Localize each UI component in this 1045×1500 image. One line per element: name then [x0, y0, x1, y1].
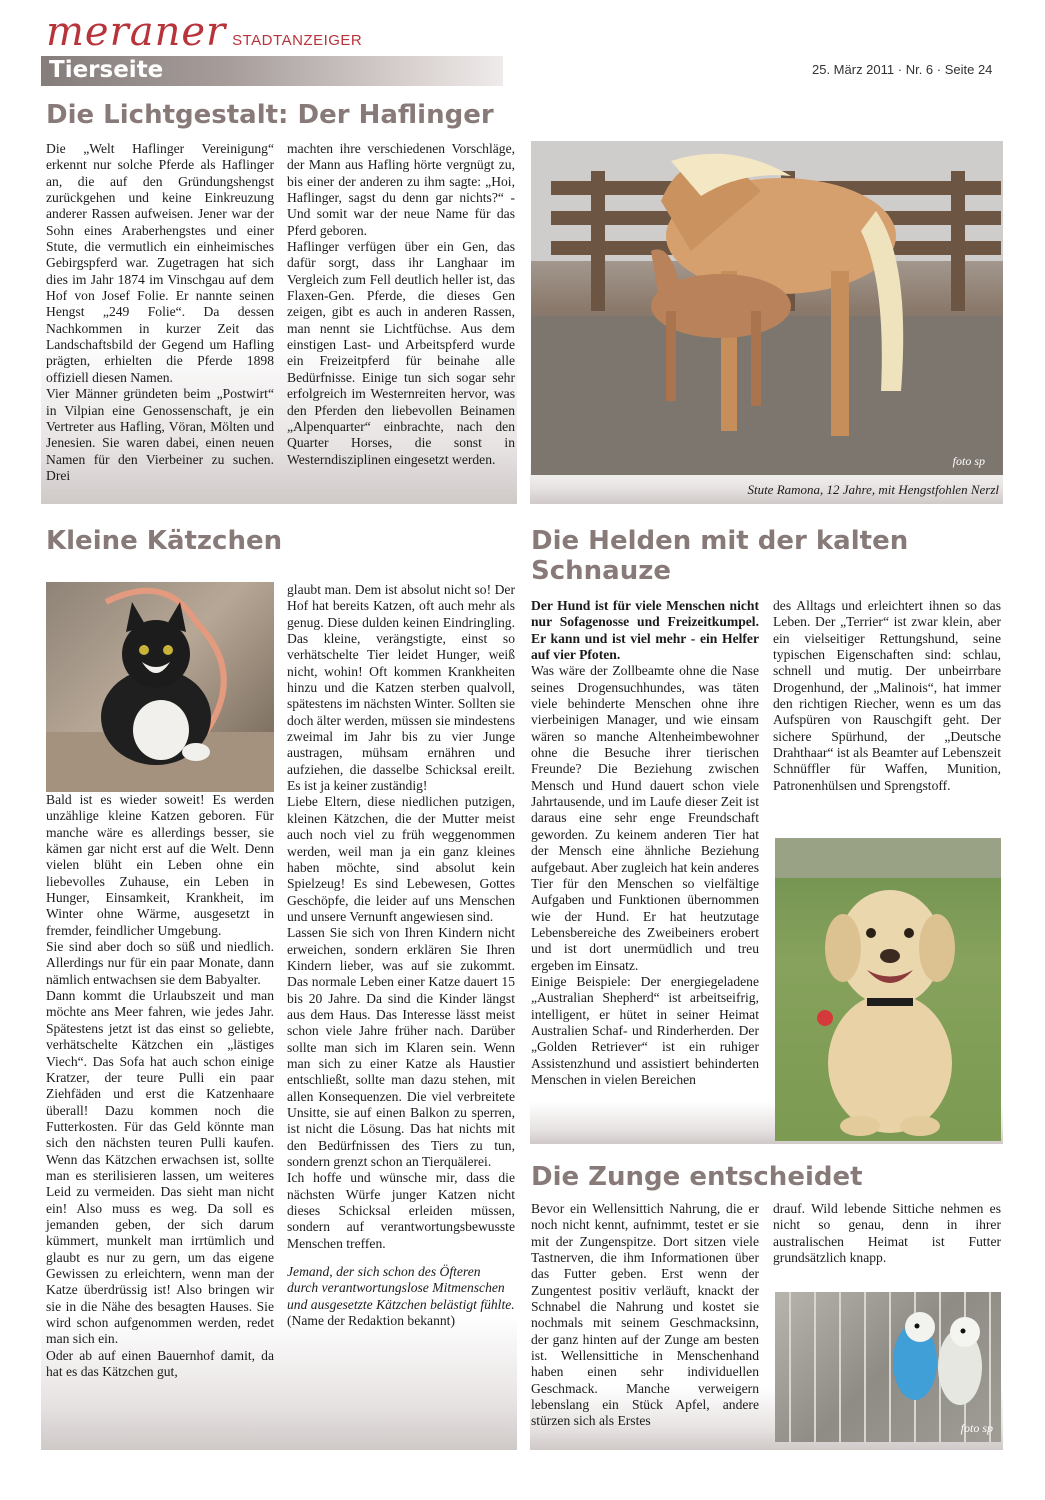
paragraph: Bald ist es wieder soweit! Es werden unzählige kleine Katzen geboren. Für manche wäre es allerdings besser, sie kämen gar nicht erst auf die Welt. Denn vielen blüht ein Leben ohne ein liebevolles Zuhause, ein Leben in Hunger, Einsamkeit, Krankheit, im Winter ohne Wärme, ausgesetzt in fremder, feindlicher Umgebung.	[46, 792, 274, 938]
horse-photo	[531, 141, 1003, 475]
budgie-photo	[775, 1292, 1001, 1442]
cats-column-1	[46, 792, 274, 1380]
masthead-logo: meraner	[46, 9, 227, 55]
paragraph: machten ihre verschiedenen Vorschläge, der Mann aus Hafling hörte vergnügt zu, bis einer der anderen zu ihm sagte: „Hoi, Haflinger, sagst du denn gar nichts?“ - Und somit war der neue Name für das Pferd geboren.	[287, 141, 515, 238]
dogs-headline: Die Helden mit der kalten Schnauze	[531, 526, 909, 586]
section-title: Tierseite	[49, 57, 164, 83]
horse-column-2	[287, 141, 515, 468]
masthead	[46, 9, 363, 55]
paragraph: Sie sind aber doch so süß und niedlich. Allerdings nur für ein paar Monate, dann nämlich entwachsen sie dem Babyalter.	[46, 939, 274, 987]
dog-illustration	[775, 838, 1001, 1141]
issue-info: 25. März 2011 · Nr. 6 · Seite 24	[812, 62, 993, 77]
paragraph: Einige Beispiele: Der energiegeladene „Australian Shepherd“ ist arbeitseifrig, intelligent, er hütet in seiner Heimat Australien Schaf- und Rinderherden. Der „Golden Retriever“ ist ein ruhiger Assistenzhund und assistiert behinderten Menschen in vielen Bereichen	[531, 973, 759, 1087]
horse-caption: Stute Ramona, 12 Jahre, mit Hengstfohlen Nerzl	[747, 482, 999, 497]
paragraph: Vier Männer gründeten beim „Postwirt“ in Vilpian eine Genossenschaft, je ein Vertreter aus Hafling, Vöran, Mölten und Jenesien. Sie waren dabei, einen neuen Namen für den Vierbeiner zu suchen. Drei	[46, 386, 274, 483]
paragraph: Ich hoffe und wünsche mir, dass die nächsten Würfe junger Katzen nicht dieses Schicksal erleiden müssen, sondern auf verantwortungsbewusste Menschen treffen.	[287, 1170, 515, 1251]
dogs-column-2	[773, 598, 1001, 794]
birds-column-2	[773, 1201, 1001, 1266]
cats-column-2	[287, 582, 515, 1329]
paragraph: Oder ab auf einen Bauernhof damit, da hat es das Kätzchen gut,	[46, 1347, 274, 1380]
paragraph: des Alltags und erleichtert ihnen so das Leben. Der „Terrier“ ist zwar klein, aber ein vielseitiger Rettungshund, seine typischen Eigenschaften sind: schlau, schnell und mutig. Der unbeirrbare Drogenhund, der „Malinois“, hat immer den richtigen Riecher, wenn es um das Aufspüren von Rauschgift geht. Der sichere Spürhund, der „Deutsche Drahthaar“ ist als Beamter auf Lebenszeit Schnüffler für Waffen, Munition, Patronenhülsen und Sprengstoff.	[773, 598, 1001, 793]
cats-signoff: Jemand, der sich schon des Öfteren durch verantwortungslose Mitmenschen und ausgesetzte Kätzchen belästigt fühlte.	[287, 1264, 515, 1312]
paragraph: glaubt man. Dem ist absolut nicht so! Der Hof hat bereits Katzen, oft auch mehr als genug. Diese dulden keinen Eindringling. Das kleine, verängstigte, einst so verhätschelte Tier leidet Hunger, weiß nicht, wohin! Oft kommen Krankheiten hinzu und die Katzen sterben qualvoll, spätestens im nächsten Winter. Sollten sie doch älter werden, müssen sie mindestens zweimal im Jahr bis zu vier Junge austragen, mühsam ernähren und aufziehen, die dasselbe Schicksal ereilt. Es ist ja keiner zuständig!	[287, 582, 516, 794]
paragraph: Die „Welt Haflinger Vereinigung“ erkennt nur solche Pferde als Haflinger an, die auf den Gründungshengst zurückgehen und keine Einkreuzung anderer Rassen aufweisen. Jener war der Sohn eines Araberhengstes und einer Stute, die vermutlich ein einheimisches Gebirgspferd war. Zugetragen hat sich dies im Jahr 1874 im Vinschgau auf dem Hof von Josef Folie. Er nannte seinen Hengst „249 Folie“. Da dessen Nachkommen in kurzer Zeit das Landschaftsbild der Gegend um Hafling prägten, erhielten die Pferde 1898 offiziell diesen Namen.	[46, 141, 274, 385]
photo-credit: foto sp	[952, 454, 985, 468]
section-bar	[41, 56, 503, 86]
horse-illustration	[531, 141, 1003, 475]
dog-photo	[775, 838, 1001, 1141]
dogs-column-1	[531, 598, 759, 1088]
paragraph: drauf. Wild lebende Sittiche nehmen es nicht so genau, denn in ihrer australischen Heimat ist Futter grundsätzlich knapp.	[773, 1201, 1001, 1266]
paragraph: Was wäre der Zollbeamte ohne die Nase seines Drogensuchhundes, was täten viele behinderte Menschen ohne ihre vierbeinigen Manager, und wie einsam wären so manche Altenheimbewohner ohne die Besuche ihrer tierischen Freunde? Die Beziehung zwischen Mensch und Hund dauert schon viele Jahrtausende, und im Laufe dieser Zeit ist daraus eine sehr enge Freundschaft geworden. Zu keinem anderen Tier hat der Mensch eine ähnliche Beziehung aufgebaut. Aber zugleich hat kein anderes Tier für den Menschen so vielfältige Aufgaben und Funktionen übernommen wie der Hund. Er hat heutzutage Lebensbereiche des Zweibeiners erobert und ist dort unermüdlich und treu ergeben im Einsatz.	[531, 663, 759, 973]
cats-signoff-note: (Name der Redaktion bekannt)	[287, 1313, 455, 1329]
photo-credit: foto sp	[960, 1421, 993, 1435]
horse-column-1	[46, 141, 274, 484]
cat-photo	[46, 582, 274, 792]
birds-headline: Die Zunge entscheidet	[531, 1162, 863, 1192]
birds-column-1	[531, 1201, 759, 1430]
horse-headline: Die Lichtgestalt: Der Haflinger	[46, 100, 494, 130]
paragraph: Lassen Sie sich von Ihren Kindern nicht erweichen, sondern erklären Sie Ihren Kindern lieber, was auf sie zukommt. Das normale Leben einer Katze dauert 15 bis 20 Jahre. Da sind die Kinder längst aus dem Haus. Das Interesse lässt meist schon viele Jahre früher nach. Darüber sollte man sich im Klaren sein. Wenn man sich zu einer Katze als Haustier entschließt, sollte man dazu stehen, mit allen Konsequenzen. Die viel verbreitete Unsitte, sie auf einen Balkon zu sperren, ist nicht die Lösung. Das hat nichts mit den Bedürfnissen des Tiers zu tun, sondern grenzt schon an Tierquälerei.	[287, 925, 515, 1170]
cat-illustration	[46, 582, 274, 792]
budgie-illustration	[775, 1292, 1001, 1442]
paragraph: Liebe Eltern, diese niedlichen putzigen, kleinen Kätzchen, die der Mutter meist auch noch viel zu früh weggenommen werden, weil man ja ein ganz kleines haben möchte, sind absolut kein Spielzeug! Es sind Lebewesen, Gottes Geschöpfe, die leider auf uns Menschen und unsere Vernunft angewiesen sind.	[287, 794, 515, 924]
paragraph: Dann kommt die Urlaubszeit und man möchte ans Meer fahren, wie jedes Jahr. Spätestens jetzt ist das einst so geliebte, verhätschelte Kätzchen ein „lästiges Viech“. Das Sofa hat auch schon einige Kratzer, der teure Pulli ein paar Ziehfäden und erst die Katzenhaare überall! Dazu kommen noch die Futterkosten. Für das Geld könnte man sich den nächsten teuren Pulli kaufen. Wenn das Kätzchen erwachsen ist, sollte man es sterilisieren lassen, um weiteres Leid zu vermeiden. Das sieht man nicht ein! Also muss es weg. Da soll es jemanden geben, der sich darum kümmert, munkelt man irrtümlich und glaubt es nur zu gern, um das eigene Gewissen zu erleichtern, wenn man der Katze überdrüssig ist! Also bringen wir sie in die Nähe des besagten Hauses. Sie wird schon aufgenommen werden, redet man sich ein.	[46, 988, 274, 1347]
paragraph: Haflinger verfügen über ein Gen, das dafür sorgt, dass ihr Langhaar im Vergleich zum Fell deutlich heller ist, das Flaxen-Gen. Pferde, die dieses Gen zeigen, gibt es auch in anderen Rassen, man nennt sie Lichtfüchse. Aus dem einstigen Last- und Arbeitspferd wurde ein Freizeitpferd für beinahe alle Bedürfnisse. Einige tun sich sogar sehr erfolgreich im Westernreiten hervor, was den Pferden den liebevollen Beinamen „Alpenquarter“ einbrachte, nach den Quarter Horses, die sonst in Westerndisziplinen eingesetzt werden.	[287, 239, 515, 467]
dogs-lead: Der Hund ist für viele Menschen nicht nur Sofagenosse und Freizeitkumpel. Er kann und ist viel mehr - ein Helfer auf vier Pfoten.	[531, 598, 759, 663]
masthead-subtitle: STADTANZEIGER	[232, 32, 363, 49]
cats-headline: Kleine Kätzchen	[46, 526, 283, 556]
paragraph: Bevor ein Wellensittich Nahrung, die er noch nicht kennt, aufnimmt, testet er sie mit der Zungenspitze. Dort sitzen viele Tastnerven, die ihm Informationen über das Futter geben. Erst wenn der Zungentest positiv verläuft, knackt der Schnabel die Nahrung und kostet sie nochmals mit seinem Geschmacksinn, der ganz hinten auf der Zunge am besten ist. Wellensittiche in Menschenhand haben einen sehr individuellen Geschmack. Manche verweigern lebenslang ein Stück Apfel, andere stürzen sich als Erstes	[531, 1201, 759, 1429]
